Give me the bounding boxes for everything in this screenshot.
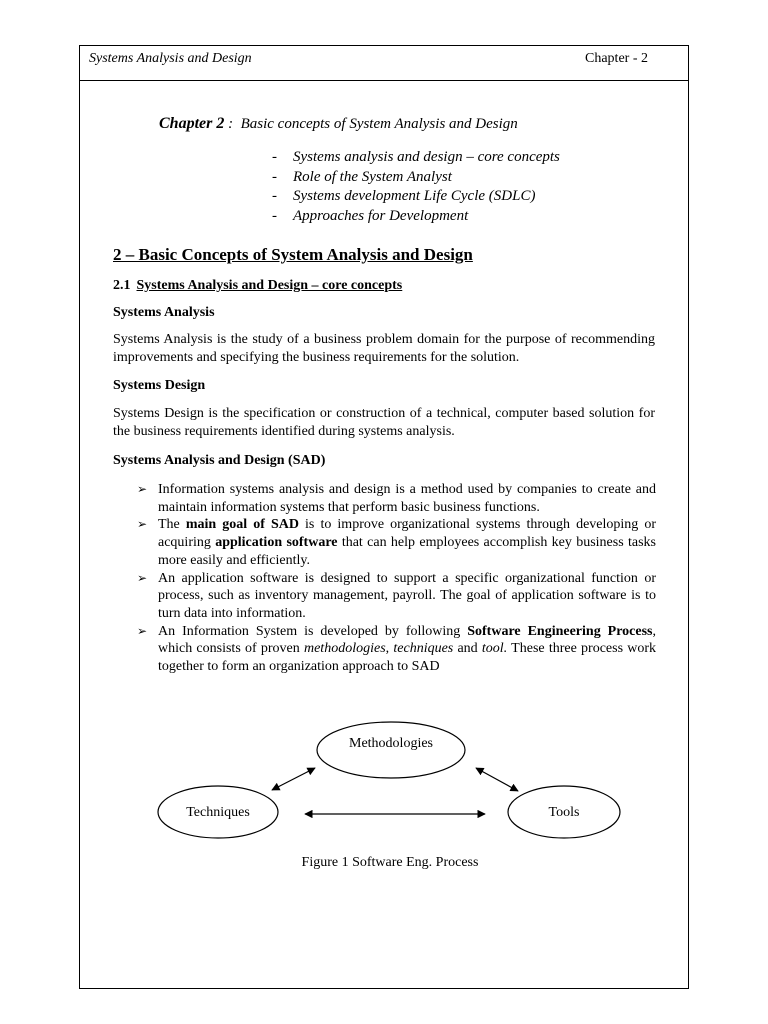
bullet-text: The [158, 517, 186, 533]
running-header-chapter: Chapter - 2 [585, 51, 648, 66]
chapter-separator: : [228, 116, 234, 132]
bullet-text: These three process work together to form an organization approach to SAD [158, 641, 657, 675]
bullet-text: , [385, 641, 394, 657]
bullet-italic: methodologies [303, 641, 386, 657]
toc-item-text: Role of the System Analyst [293, 168, 452, 185]
chapter-label: Chapter 2 [159, 115, 225, 132]
subsection-number: 2.1 [113, 278, 131, 293]
figure-caption: Figure 1 Software Eng. Process [301, 855, 479, 870]
techniques-methodologies-arrow [272, 768, 315, 790]
methodologies-tools-arrow [476, 768, 518, 791]
section-heading: 2 – Basic Concepts of System Analysis and Design [113, 245, 473, 264]
systems-analysis-text: Systems Analysis is the study of a business problem domain for the purpose of recommending improvements and specifying the business requirements for the solution. [113, 332, 655, 365]
chapter-title: Basic concepts of System Analysis and Design [240, 116, 518, 132]
bullet-italic: tool. [481, 641, 508, 657]
toc-item: - Approaches for Development [272, 207, 469, 224]
running-header-title: Systems Analysis and Design [89, 51, 252, 66]
toc-item-text: Systems development Life Cycle (SDLC) [293, 188, 536, 204]
toc-item: - Systems analysis and design – core concepts [272, 149, 560, 165]
techniques-label: Techniques [186, 805, 250, 820]
bullet-bold: application software [215, 535, 338, 551]
systems-design-heading: Systems Design [113, 378, 206, 393]
arrow-bullet-icon: ➢ [137, 570, 148, 585]
bullet-italic: techniques [393, 641, 454, 657]
toc-item: - Role of the System Analyst [272, 168, 452, 185]
bullet-text: Information systems analysis and design is a method used by companies to create and maintain information systems that perform basic business functions. [158, 482, 656, 515]
bullet-text: that can help employees accomplish key business tasks more easily and efficiently. [158, 535, 656, 568]
arrow-bullet-icon: ➢ [137, 517, 148, 532]
arrow-bullet-icon: ➢ [137, 482, 148, 496]
bullet-bold: Software Engineering Process [467, 623, 653, 639]
arrow-bullet-icon: ➢ [137, 623, 148, 638]
sad-heading: Systems Analysis and Design (SAD) [113, 453, 326, 468]
bullet-text: is to improve organizational systems through developing or acquiring [158, 517, 657, 551]
bullet-text: An application software is designed to support a specific organizational function or process, such as inventory management, payroll. The goal of application software is to turn data into information. [158, 570, 656, 621]
bullet-text: , which consists of proven [158, 623, 656, 657]
toc-item-text: Approaches for Development [293, 207, 469, 224]
systems-design-text: Systems Design is the specification or construction of a technical, computer based solution for the business requirements identified during systems analysis. [113, 406, 655, 439]
bullet-text: and [453, 641, 482, 657]
subsection-title: Systems Analysis and Design – core concepts [136, 278, 403, 293]
toc-item: - Systems development Life Cycle (SDLC) [272, 188, 536, 204]
tools-label: Tools [548, 805, 580, 820]
toc-item-text: Systems analysis and design – core concepts [293, 149, 560, 165]
bullet-bold: main goal of SAD [185, 517, 299, 533]
methodologies-label: Methodologies [349, 736, 433, 751]
bullet-text: An Information System is developed by following [158, 623, 468, 639]
systems-analysis-heading: Systems Analysis [113, 305, 215, 320]
